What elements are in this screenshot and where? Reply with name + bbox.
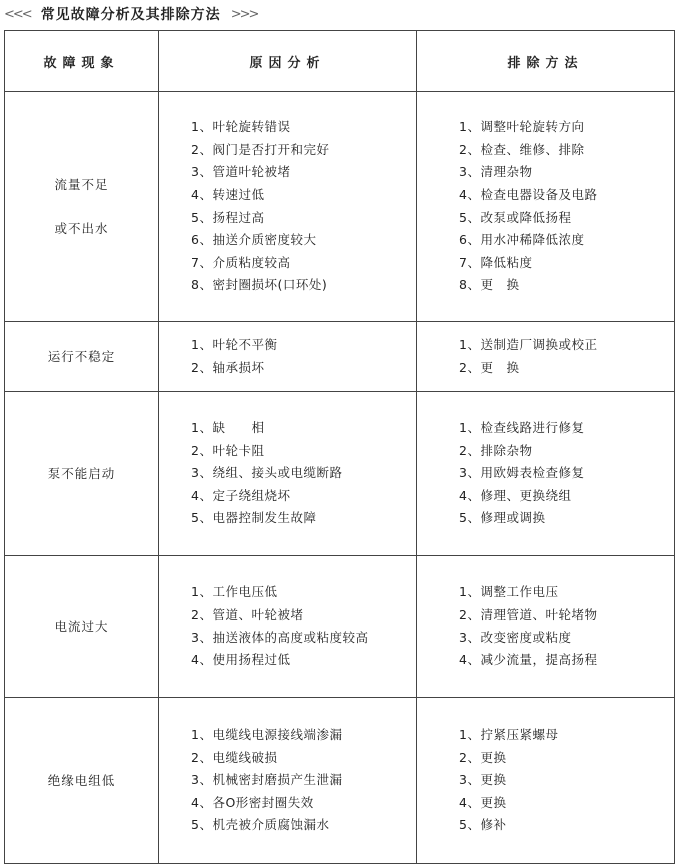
section-header <box>0 0 678 28</box>
solutions-cell <box>417 698 675 864</box>
solutions-cell <box>417 322 675 392</box>
cause-item: 7、介质粘度较高 <box>191 254 291 270</box>
phenomenon-text: 流量不足 <box>54 176 109 192</box>
cause-item: 1、电缆线电源接线端渗漏 <box>191 727 343 743</box>
cause-item: 4、转速过低 <box>191 186 265 202</box>
causes-cell <box>159 556 417 698</box>
cause-item: 4、定子绕组烧坏 <box>191 487 291 503</box>
solution-item: 4、修理、更换绕组 <box>459 487 572 503</box>
left-chevrons: <<< <box>4 6 31 22</box>
phenomenon-cell <box>5 556 159 698</box>
page-title: 常见故障分析及其排除方法 <box>40 7 221 23</box>
causes-cell <box>159 698 417 864</box>
cause-item: 3、机械密封磨损产生泄漏 <box>191 772 343 788</box>
cause-item: 5、扬程过高 <box>191 209 265 225</box>
solutions-cell <box>417 556 675 698</box>
phenomenon-text: 绝缘电组低 <box>47 772 116 788</box>
solution-item: 8、更 换 <box>459 277 520 293</box>
solution-item: 2、清理管道、叶轮堵物 <box>459 606 598 622</box>
table-header-row <box>5 31 675 92</box>
solution-item: 3、用欧姆表检查修复 <box>459 465 585 481</box>
solution-item: 6、用水冲稀降低浓度 <box>459 232 585 248</box>
causes-cell <box>159 92 417 322</box>
header-phenomenon: 故障现象 <box>5 31 159 92</box>
solution-item: 4、检查电器设备及电路 <box>459 186 598 202</box>
solution-item: 5、修补 <box>459 817 507 833</box>
causes-cell <box>159 392 417 556</box>
solution-item: 1、调整叶轮旋转方向 <box>459 119 585 135</box>
header-solutions: 排除方法 <box>417 31 675 92</box>
phenomenon-cell <box>5 322 159 392</box>
phenomenon-text: 电流过大 <box>54 618 109 634</box>
cause-item: 6、抽送介质密度较大 <box>191 232 317 248</box>
solution-item: 2、更换 <box>459 749 507 765</box>
cause-item: 2、阀门是否打开和完好 <box>191 141 330 157</box>
phenomenon-text: 运行不稳定 <box>47 348 116 364</box>
cause-item: 2、叶轮卡阻 <box>191 442 265 458</box>
solution-item: 1、送制造厂调换或校正 <box>459 336 598 352</box>
cause-item: 2、电缆线破损 <box>191 749 278 765</box>
cause-item: 2、轴承损坏 <box>191 359 265 375</box>
cause-item: 5、机壳被介质腐蚀漏水 <box>191 817 330 833</box>
table-row <box>5 698 675 864</box>
cause-item: 1、工作电压低 <box>191 584 278 600</box>
phenomenon-text: 泵不能启动 <box>47 465 116 481</box>
solution-item: 3、清理杂物 <box>459 164 533 180</box>
solutions-cell <box>417 392 675 556</box>
cause-item: 8、密封圈损坏(口环处) <box>191 277 328 293</box>
solution-item: 3、更换 <box>459 772 507 788</box>
fault-table <box>4 30 675 864</box>
solution-item: 3、改变密度或粘度 <box>459 629 572 645</box>
causes-cell <box>159 322 417 392</box>
solution-item: 2、检查、维修、排除 <box>459 141 585 157</box>
cause-item: 1、叶轮旋转错误 <box>191 119 291 135</box>
phenomenon-cell <box>5 392 159 556</box>
phenomenon-cell <box>5 698 159 864</box>
solution-item: 1、检查线路进行修复 <box>459 420 585 436</box>
solutions-cell <box>417 92 675 322</box>
cause-item: 1、叶轮不平衡 <box>191 336 278 352</box>
cause-item: 3、抽送液体的高度或粘度较高 <box>191 629 369 645</box>
solution-item: 5、修理或调换 <box>459 510 546 526</box>
header-causes: 原因分析 <box>159 31 417 92</box>
phenomenon-text: 或不出水 <box>54 220 109 236</box>
solution-item: 5、改泵或降低扬程 <box>459 209 572 225</box>
solution-item: 4、更换 <box>459 794 507 810</box>
table-row <box>5 556 675 698</box>
solution-item: 7、降低粘度 <box>459 254 533 270</box>
cause-item: 3、绕组、接头或电缆断路 <box>191 465 343 481</box>
table-row <box>5 392 675 556</box>
solution-item: 1、拧紧压紧螺母 <box>459 727 559 743</box>
table-row <box>5 322 675 392</box>
cause-item: 2、管道、叶轮被堵 <box>191 606 304 622</box>
solution-item: 2、排除杂物 <box>459 442 533 458</box>
cause-item: 1、缺 相 <box>191 420 265 436</box>
phenomenon-cell <box>5 92 159 322</box>
cause-item: 4、使用扬程过低 <box>191 652 291 668</box>
solution-item: 2、更 换 <box>459 359 520 375</box>
cause-item: 5、电器控制发生故障 <box>191 510 317 526</box>
table-row <box>5 92 675 322</box>
cause-item: 4、各O形密封圈失效 <box>191 794 314 810</box>
right-chevrons: >>> <box>230 6 258 22</box>
cause-item: 3、管道叶轮被堵 <box>191 164 291 180</box>
solution-item: 1、调整工作电压 <box>459 584 559 600</box>
solution-item: 4、减少流量，提高扬程 <box>459 652 598 668</box>
